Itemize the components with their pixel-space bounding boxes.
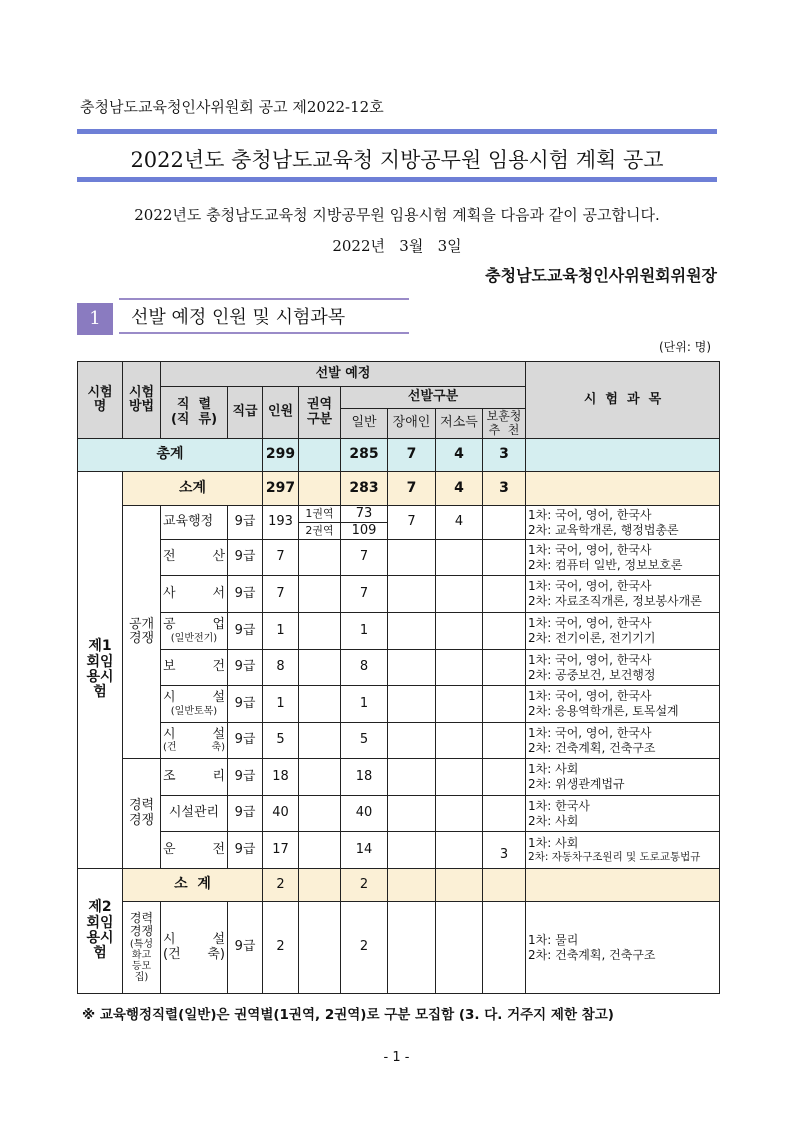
total-subjects xyxy=(526,439,720,472)
general-cook: 18 xyxy=(341,759,388,796)
grade-exam2: 9급 xyxy=(228,902,263,994)
exam1-name: 제1회임용시험 xyxy=(78,472,123,869)
header-low-income: 저소득 xyxy=(436,409,483,439)
page-number: - 1 - xyxy=(383,1050,410,1065)
selection-table xyxy=(77,361,720,994)
count-librarian: 7 xyxy=(263,576,299,613)
subjects-edu-admin: 1차: 국어, 영어, 한국사 2차: 교육학개론, 행정법총론 xyxy=(526,506,720,540)
disabled-cook xyxy=(388,759,436,796)
subjects-facility-mgmt: 1차: 한국사 2차: 사회 xyxy=(526,796,720,832)
low-income-facility-civil xyxy=(436,686,483,723)
veteran-industrial xyxy=(483,613,526,650)
disabled-facility-arch xyxy=(388,723,436,759)
job-facility-arch: 시 설 (건 축) xyxy=(161,723,228,759)
total-count: 299 xyxy=(263,439,299,472)
subjects-industrial: 1차: 국어, 영어, 한국사 2차: 전기이론, 전기기기 xyxy=(526,613,720,650)
veteran-health xyxy=(483,650,526,686)
exam2-subtotal-count: 2 xyxy=(263,869,299,902)
job-driver: 운 전 xyxy=(161,832,228,869)
low-income-edu-admin: 4 xyxy=(436,506,483,540)
total-disabled: 7 xyxy=(388,439,436,472)
unit-label: (단위: 명) xyxy=(659,340,711,354)
total-low-income: 4 xyxy=(436,439,483,472)
subjects-health: 1차: 국어, 영어, 한국사 2차: 공중보건, 보건행정 xyxy=(526,650,720,686)
signer: 충청남도교육청인사위원회위원장 xyxy=(485,266,717,285)
region-cook xyxy=(299,759,341,796)
veteran-computing xyxy=(483,540,526,576)
title-top-rule xyxy=(77,129,717,134)
exam1-open-method: 공개경쟁 xyxy=(123,506,161,759)
low-income-cook xyxy=(436,759,483,796)
disabled-computing xyxy=(388,540,436,576)
job-cook: 조 리 xyxy=(161,759,228,796)
exam1-subtotal-count: 297 xyxy=(263,472,299,506)
header-selection-category: 선발구분 xyxy=(341,387,526,409)
total-general: 285 xyxy=(341,439,388,472)
count-facility-arch: 5 xyxy=(263,723,299,759)
intro-text: 2022년도 충청남도교육청 지방공무원 임용시험 계획을 다음과 같이 공고합니다. xyxy=(134,206,660,224)
job-industrial: 공 업 (일반전기) xyxy=(161,613,228,650)
job-health: 보 건 xyxy=(161,650,228,686)
count-computing: 7 xyxy=(263,540,299,576)
exam1-subtotal-veteran: 3 xyxy=(483,472,526,506)
subjects-facility-civil: 1차: 국어, 영어, 한국사 2차: 응용역학개론, 토목설계 xyxy=(526,686,720,723)
low-income-health xyxy=(436,650,483,686)
count-industrial: 1 xyxy=(263,613,299,650)
count-edu-admin: 193 xyxy=(263,506,299,540)
count-cook: 18 xyxy=(263,759,299,796)
general-facility-arch: 5 xyxy=(341,723,388,759)
disabled-driver xyxy=(388,832,436,869)
subjects-driver: 1차: 사회 2차: 자동차구조원리 및 도로교통법규 xyxy=(526,832,720,869)
subjects-facility-arch: 1차: 국어, 영어, 한국사 2차: 건축계획, 건축구조 xyxy=(526,723,720,759)
table-row xyxy=(78,686,720,723)
general-driver: 14 xyxy=(341,832,388,869)
general-exam2: 2 xyxy=(341,902,388,994)
table-row xyxy=(78,650,720,686)
grade-facility-civil: 9급 xyxy=(228,686,263,723)
exam1-subtotal-disabled: 7 xyxy=(388,472,436,506)
region-health xyxy=(299,650,341,686)
disabled-facility-civil xyxy=(388,686,436,723)
region-driver xyxy=(299,832,341,869)
table-row xyxy=(78,540,720,576)
general-librarian: 7 xyxy=(341,576,388,613)
low-income-librarian xyxy=(436,576,483,613)
region-computing xyxy=(299,540,341,576)
exam1-subtotal-row xyxy=(78,472,720,506)
section-title: 선발 예정 인원 및 시험과목 xyxy=(119,298,409,334)
header-subjects: 시 험 과 목 xyxy=(526,362,720,439)
count-health: 8 xyxy=(263,650,299,686)
low-income-facility-mgmt xyxy=(436,796,483,832)
job-computing: 전 산 xyxy=(161,540,228,576)
table-row xyxy=(78,506,720,523)
grade-facility-arch: 9급 xyxy=(228,723,263,759)
low-income-computing xyxy=(436,540,483,576)
disabled-exam2 xyxy=(388,902,436,994)
subjects-exam2: 1차: 물리 2차: 건축계획, 건축구조 xyxy=(526,902,720,994)
table-row xyxy=(78,723,720,759)
region-industrial xyxy=(299,613,341,650)
exam2-subtotal-general: 2 xyxy=(341,869,388,902)
region-facility-mgmt xyxy=(299,796,341,832)
notice-number: 충청남도교육청인사위원회 공고 제2022-12호 xyxy=(80,98,384,116)
section-number: 1 xyxy=(77,303,113,335)
disabled-librarian xyxy=(388,576,436,613)
header-exam-name: 시험명 xyxy=(78,362,123,439)
header-selection-plan: 선발 예정 xyxy=(161,362,526,387)
exam2-subtotal-disabled xyxy=(388,869,436,902)
disabled-health xyxy=(388,650,436,686)
exam2-method: 경력경쟁 (특성화고등모집) xyxy=(123,902,161,994)
exam2-subtotal-row xyxy=(78,869,720,902)
header-count: 인원 xyxy=(263,387,299,439)
table-row xyxy=(78,796,720,832)
job-facility-mgmt: 시설관리 xyxy=(161,796,228,832)
header-job-series: 직 렬 (직 류) xyxy=(161,387,228,439)
total-label: 총계 xyxy=(78,439,263,472)
veteran-edu-admin xyxy=(483,506,526,540)
count-driver: 17 xyxy=(263,832,299,869)
general-region-1: 73 xyxy=(341,506,388,523)
veteran-exam2 xyxy=(483,902,526,994)
total-row xyxy=(78,439,720,472)
exam1-subtotal-general: 283 xyxy=(341,472,388,506)
general-facility-mgmt: 40 xyxy=(341,796,388,832)
general-computing: 7 xyxy=(341,540,388,576)
subjects-librarian: 1차: 국어, 영어, 한국사 2차: 자료조직개론, 정보봉사개론 xyxy=(526,576,720,613)
grade-computing: 9급 xyxy=(228,540,263,576)
veteran-facility-civil xyxy=(483,686,526,723)
region-1: 1권역 xyxy=(299,506,341,523)
table-row xyxy=(78,759,720,796)
footnote: ※ 교육행정직렬(일반)은 권역별(1권역, 2권역)로 구분 모집함 (3. 다. 거주지 제한 참고) xyxy=(82,1007,614,1023)
exam2-subtotal-subjects xyxy=(526,869,720,902)
title-bottom-rule xyxy=(77,177,717,182)
grade-driver: 9급 xyxy=(228,832,263,869)
header-general: 일반 xyxy=(341,409,388,439)
veteran-driver: 3 xyxy=(483,832,526,869)
job-edu-admin: 교육행정 xyxy=(161,506,228,540)
grade-edu-admin: 9급 xyxy=(228,506,263,540)
subjects-cook: 1차: 사회 2차: 위생관계법규 xyxy=(526,759,720,796)
region-exam2 xyxy=(299,902,341,994)
low-income-driver xyxy=(436,832,483,869)
region-facility-civil xyxy=(299,686,341,723)
low-income-facility-arch xyxy=(436,723,483,759)
veteran-facility-arch xyxy=(483,723,526,759)
header-exam-method: 시험방법 xyxy=(123,362,161,439)
page-title: 2022년도 충청남도교육청 지방공무원 임용시험 계획 공고 xyxy=(130,148,664,172)
general-facility-civil: 1 xyxy=(341,686,388,723)
exam2-subtotal-veteran xyxy=(483,869,526,902)
exam1-subtotal-subjects xyxy=(526,472,720,506)
count-facility-mgmt: 40 xyxy=(263,796,299,832)
veteran-facility-mgmt xyxy=(483,796,526,832)
notice-date: 2022년 3월 3일 xyxy=(332,237,462,255)
table-row xyxy=(78,613,720,650)
grade-industrial: 9급 xyxy=(228,613,263,650)
disabled-industrial xyxy=(388,613,436,650)
general-industrial: 1 xyxy=(341,613,388,650)
exam1-subtotal-label: 소계 xyxy=(123,472,263,506)
header-disabled: 장애인 xyxy=(388,409,436,439)
exam2-name: 제2회임용시험 xyxy=(78,869,123,994)
table-row xyxy=(78,902,720,994)
table-row xyxy=(78,576,720,613)
low-income-industrial xyxy=(436,613,483,650)
header-grade: 직급 xyxy=(228,387,263,439)
total-region xyxy=(299,439,341,472)
grade-facility-mgmt: 9급 xyxy=(228,796,263,832)
region-librarian xyxy=(299,576,341,613)
grade-health: 9급 xyxy=(228,650,263,686)
general-region-2: 109 xyxy=(341,523,388,540)
region-2: 2권역 xyxy=(299,523,341,540)
region-facility-arch xyxy=(299,723,341,759)
exam1-subtotal-low-income: 4 xyxy=(436,472,483,506)
grade-librarian: 9급 xyxy=(228,576,263,613)
veteran-librarian xyxy=(483,576,526,613)
job-facility-civil: 시 설 (일반토목) xyxy=(161,686,228,723)
job-librarian: 사 서 xyxy=(161,576,228,613)
veteran-cook xyxy=(483,759,526,796)
low-income-exam2 xyxy=(436,902,483,994)
general-health: 8 xyxy=(341,650,388,686)
grade-cook: 9급 xyxy=(228,759,263,796)
exam1-career-method: 경력경쟁 xyxy=(123,759,161,869)
total-veteran: 3 xyxy=(483,439,526,472)
header-veteran: 보훈청추 천 xyxy=(483,409,526,439)
exam1-subtotal-region xyxy=(299,472,341,506)
exam2-subtotal-low-income xyxy=(436,869,483,902)
disabled-facility-mgmt xyxy=(388,796,436,832)
exam2-subtotal-label: 소 계 xyxy=(123,869,263,902)
disabled-edu-admin: 7 xyxy=(388,506,436,540)
header-region: 권역구분 xyxy=(299,387,341,439)
table-row xyxy=(78,832,720,869)
count-facility-civil: 1 xyxy=(263,686,299,723)
subjects-computing: 1차: 국어, 영어, 한국사 2차: 컴퓨터 일반, 정보보호론 xyxy=(526,540,720,576)
count-exam2: 2 xyxy=(263,902,299,994)
job-exam2-facility-arch: 시 설 (건 축) xyxy=(161,902,228,994)
exam2-subtotal-region xyxy=(299,869,341,902)
